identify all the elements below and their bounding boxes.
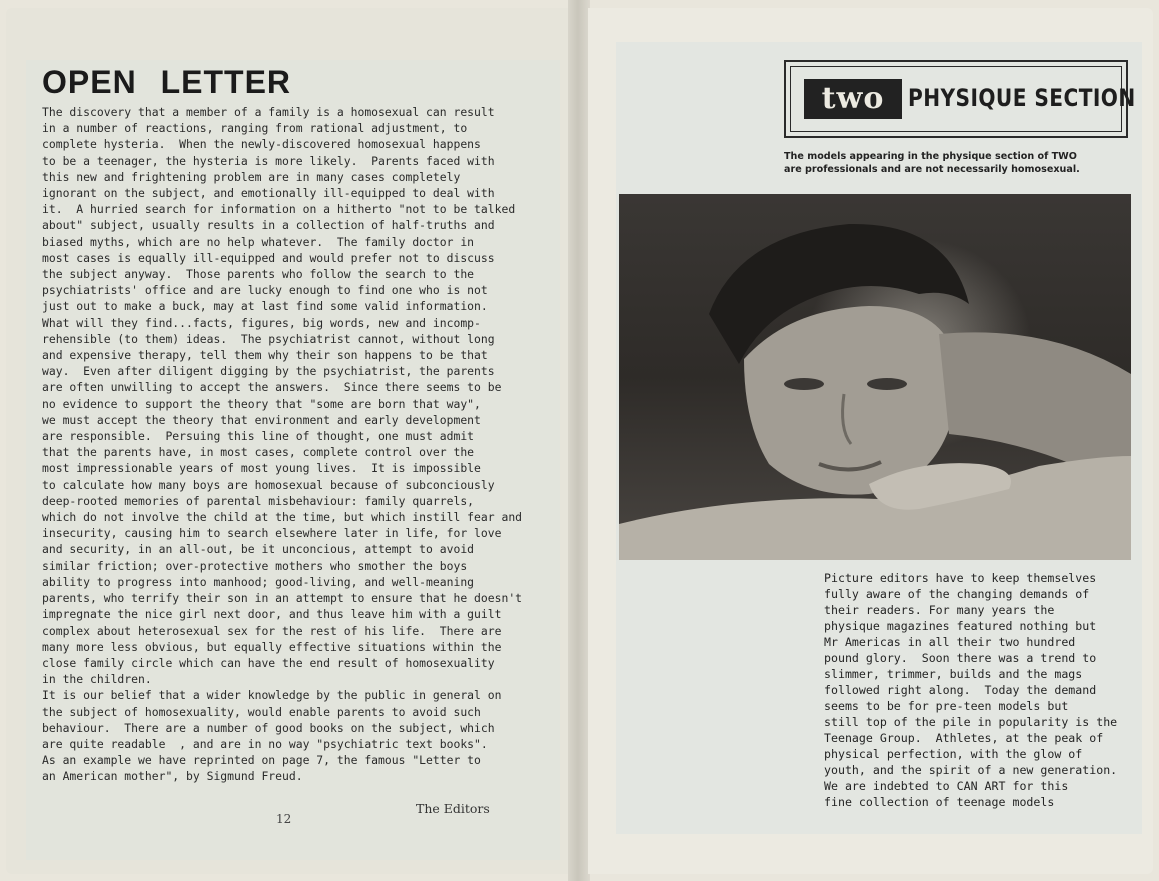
letter-line: ability to progress into manhood; good-living, and well-meaning [42,574,475,589]
page-number: 12 [276,812,292,826]
letter-line: are responsible. Persuing this line of thought, one must admit [42,429,475,444]
letter-line: parents, who terrify their son in an attempt to ensure that he doesn't [42,591,523,606]
letter-line: complex about heterosexual sex for the rest of his life. There are [42,623,502,638]
two-logo [804,79,902,119]
letter-line: no evidence to support the theory that "some are born that way", [42,396,481,411]
caption-line: We are indebted to CAN ART for this [824,779,1069,793]
letter-line: most cases is equally ill-equipped and would prefer not to discuss [42,250,495,265]
caption-line: Teenage Group. Athletes, at the peak of [824,731,1104,745]
letter-line: biased myths, which are no help whatever. The family doctor in [42,234,475,249]
caption-line: seems to be for pre-teen models but [824,699,1069,713]
letter-line: and expensive therapy, tell them why their son happens to be that [42,348,488,363]
letter-line: way. Even after diligent digging by the psychiatrist, the parents [42,364,495,379]
letter-line: we must accept the theory that environment and early development [42,412,481,427]
model-photograph [619,194,1131,560]
caption-line: their readers. For many years the [824,603,1055,617]
letter-line: an American mother", by Sigmund Freud. [42,769,303,784]
letter-line: to be a teenager, the hysteria is more likely. Parents faced with [42,153,495,168]
letter-line: the subject anyway. Those parents who follow the search to the [42,267,475,282]
caption-line: physical perfection, with the glow of [824,747,1083,761]
letter-line: that the parents have, in most cases, complete control over the [42,445,475,460]
letter-line: close family circle which can have the end result of homosexuality [42,655,495,670]
letter-line: insecurity, causing him to search elsewhere later in life, for love [42,526,502,541]
caption-line: slimmer, trimmer, builds and the mags [824,667,1083,681]
letter-line: ignorant on the subject, and emotionally ill-equipped to deal with [42,186,495,201]
letter-line: rehensible (to them) ideas. The psychiatrist cannot, without long [42,331,495,346]
caption-line: pound glory. Soon there was a trend to [824,651,1097,665]
models-disclaimer: The models appearing in the physique section of TWO are professionals and are not necessarily homosexual. [784,151,1080,175]
caption-line: youth, and the spirit of a new generation. [824,763,1118,777]
letter-line: complete hysteria. When the newly-discovered homosexual happens [42,137,481,152]
letter-line: behaviour. There are a number of good books on the subject, which [42,720,495,735]
letter-line: it. A hurried search for information on a hitherto "not to be talked [42,202,516,217]
letter-line: in a number of reactions, ranging from rational adjustment, to [42,121,468,136]
open-letter-title: OPEN LETTER [42,64,292,100]
letter-line: in the children. [42,672,152,687]
letter-line: are often unwilling to accept the answers. Since there seems to be [42,380,502,395]
letter-line: just out to make a buck, may at last find some valid information. [42,299,488,314]
letter-line: similar friction; over-protective mothers who smother the boys [42,558,468,573]
letter-line: to calculate how many boys are homosexual because of subconciously [42,477,495,492]
letter-line: most impressionable years of most young lives. It is impossible [42,461,481,476]
open-letter-body [42,104,552,785]
letter-line: and security, in an all-out, be it unconcious, attempt to avoid [42,542,475,557]
caption-line: fully aware of the changing demands of [824,587,1090,601]
photo-right-eye [867,378,907,390]
letter-line: this new and frightening problem are in many cases completely [42,169,461,184]
letter-line: are quite readable , and are in no way "psychiatric text books". [42,736,488,751]
letter-line: As an example we have reprinted on page 7, the famous "Letter to [42,753,481,768]
physique-section-title: PHYSIQUE SECTION [908,84,1136,112]
letter-line: which do not involve the child at the time, but which instill fear and [42,510,523,525]
caption-line: Picture editors have to keep themselves [824,571,1097,585]
letter-line: the subject of homosexuality, would enable parents to avoid such [42,704,481,719]
caption-line: Mr Americas in all their two hundred [824,635,1076,649]
letter-line: psychiatrists' office and are lucky enough to find one who is not [42,283,488,298]
photo-left-eye [784,378,824,390]
caption-line: followed right along. Today the demand [824,683,1097,697]
letter-line: many more less obvious, but equally effective situations within the [42,639,502,654]
letter-line: about" subject, usually results in a collection of half-truths and [42,218,495,233]
letter-line: It is our belief that a wider knowledge by the public in general on [42,688,502,703]
caption-line: fine collection of teenage models [824,795,1055,809]
two-logo-text: two [821,81,885,116]
caption-line: physique magazines featured nothing but [824,619,1097,633]
letter-line: What will they find...facts, figures, big words, new and incomp- [42,315,481,330]
book-gutter [568,0,590,881]
letter-line: deep-rooted memories of parental misbehaviour: family quarrels, [42,493,475,508]
caption-line: still top of the pile in popularity is the [824,715,1118,729]
letter-line: The discovery that a member of a family is a homosexual can result [42,105,495,119]
letter-line: impregnate the nice girl next door, and thus leave him with a guilt [42,607,502,622]
photo-illustration [619,194,1131,560]
editors-signature: The Editors [416,801,490,816]
photo-caption-text [824,570,1142,810]
